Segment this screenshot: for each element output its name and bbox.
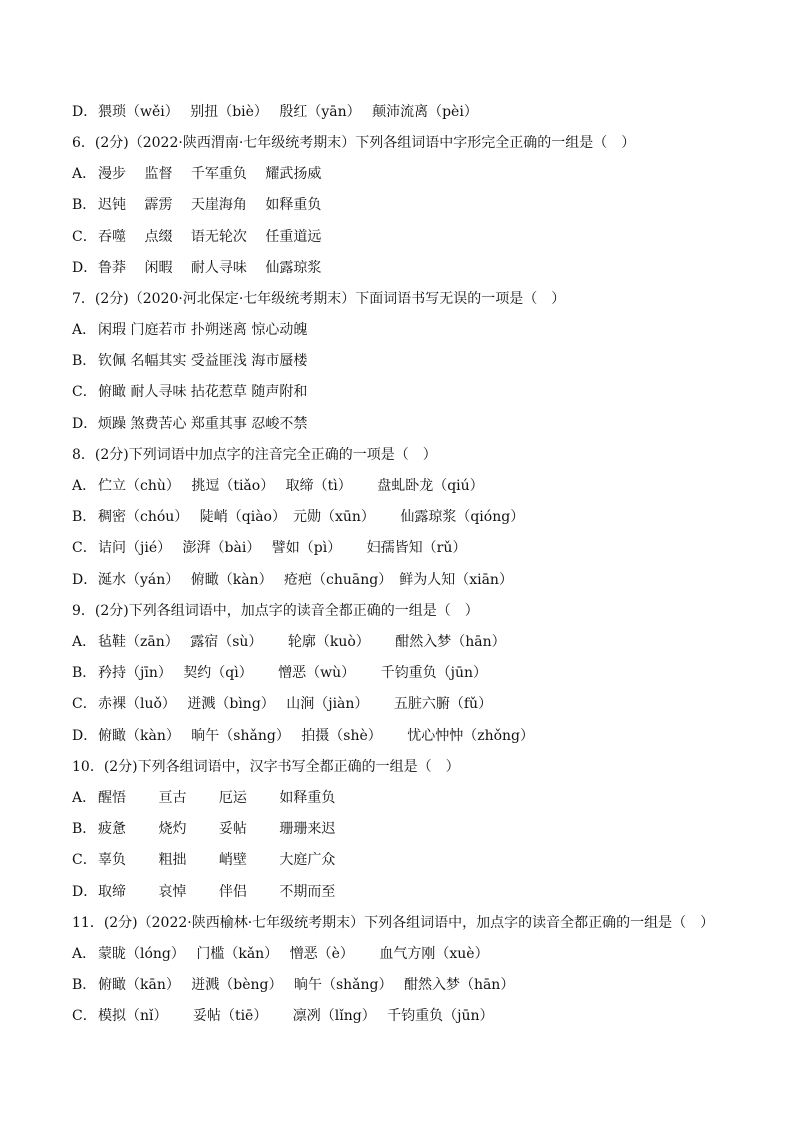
option-row: [72, 320, 307, 340]
option-text: 俯瞰（kàn） 晌午（shǎng） 拍摄（shè） 忧心忡忡（zhǒng）: [98, 728, 535, 744]
option-letter: D．: [72, 260, 98, 276]
option-text: 闲瑕 门庭若市 扑朔迷离 惊心动魄: [98, 322, 308, 338]
question-stem: [72, 601, 479, 621]
option-text: 稠密（chóu） 陡峭（qiào） 元勋（xūn） 仙露琼浆（qióng）: [98, 509, 525, 525]
option-text: 鲁莽 闲暇 耐人寻味 仙露琼浆: [98, 260, 322, 276]
option-row: [72, 1006, 494, 1026]
option-text: 猥琐（wěi） 别扭（biè） 殷红（yān） 颠沛流离（pèi）: [98, 104, 478, 120]
option-row: [72, 351, 307, 371]
option-row: [72, 632, 506, 652]
question-stem: [72, 289, 565, 309]
option-text: 俯瞰 耐人寻味 拈花惹草 随声附和: [98, 384, 308, 400]
option-letter: B．: [72, 821, 97, 837]
option-text: 毡鞋（zān） 露宿（sù） 轮廓（kuò） 酣然入梦（hān）: [98, 634, 506, 650]
option-row: [72, 819, 335, 839]
option-row: [72, 382, 307, 402]
option-row: [72, 507, 524, 527]
option-row: [72, 570, 513, 590]
option-text: 模拟（nǐ） 妥帖（tiē） 凛冽（lǐng） 千钧重负（jūn）: [98, 1008, 494, 1024]
option-row: [72, 102, 478, 122]
option-text: 涎水（yán） 俯瞰（kàn） 疮疤（chuāng） 鲜为人知（xiān）: [98, 572, 513, 588]
option-letter: A．: [72, 322, 97, 338]
option-letter: C．: [72, 540, 97, 556]
option-letter: A．: [72, 790, 97, 806]
option-letter: A．: [72, 634, 97, 650]
option-text: 吞噬 点缀 语无轮次 任重道远: [98, 229, 322, 245]
option-letter: A．: [72, 166, 97, 182]
option-letter: C．: [72, 696, 97, 712]
option-text: 疲惫 烧灼 妥帖 珊珊来迟: [98, 821, 336, 837]
question-stem: [72, 913, 714, 933]
option-row: [72, 850, 335, 870]
question-stem: [72, 445, 437, 465]
option-row: [72, 227, 321, 247]
option-letter: C．: [72, 1008, 97, 1024]
option-text: 醒悟 亘古 厄运 如释重负: [98, 790, 336, 806]
option-text: 矜持（jīn） 契约（qì） 憎恶（wù） 千钧重负（jūn）: [98, 665, 487, 681]
option-row: [72, 164, 321, 184]
option-row: [72, 476, 484, 496]
option-row: [72, 726, 534, 746]
option-text: 蒙眬（lóng） 门槛（kǎn） 憎恶（è） 血气方刚（xuè）: [98, 946, 489, 962]
option-text: 漫步 监督 千军重负 耀武扬威: [98, 166, 322, 182]
question-text: 6．(2分)（2022·陕西渭南·七年级统考期末）下列各组词语中字形完全正确的一组是（ ）: [72, 135, 636, 151]
option-row: [72, 258, 321, 278]
option-row: [72, 944, 489, 964]
option-text: 诘问（jié） 澎湃（bài） 譬如（pì） 妇孺皆知（rǔ）: [98, 540, 467, 556]
option-text: 钦佩 名幅其实 受益匪浅 海市蜃楼: [98, 353, 308, 369]
option-row: [72, 882, 335, 902]
option-text: 烦躁 煞费苦心 郑重其事 忍峻不禁: [98, 416, 308, 432]
option-row: [72, 414, 307, 434]
option-letter: C．: [72, 384, 97, 400]
question-stem: [72, 133, 635, 153]
option-row: [72, 195, 321, 215]
option-letter: D．: [72, 104, 98, 120]
option-letter: B．: [72, 353, 97, 369]
question-text: 9．(2分)下列各组词语中，加点字的读音全都正确的一组是（ ）: [72, 603, 479, 619]
option-row: [72, 538, 466, 558]
option-row: [72, 788, 335, 808]
question-stem: [72, 757, 460, 777]
option-text: 赤裸（luǒ） 迸溅（bìng） 山涧（jiàn） 五脏六腑（fǔ）: [98, 696, 493, 712]
question-text: 8．(2分)下列词语中加点字的注音完全正确的一项是（ ）: [72, 447, 437, 463]
question-text: 11．(2分)（2022·陕西榆林·七年级统考期末）下列各组词语中，加点字的读音全都正确的一组是（ ）: [72, 915, 715, 931]
option-letter: C．: [72, 852, 97, 868]
option-letter: D．: [72, 572, 98, 588]
option-text: 迟钝 霹雳 天崖海角 如释重负: [98, 197, 322, 213]
option-letter: B．: [72, 197, 97, 213]
option-letter: A．: [72, 478, 97, 494]
option-row: [72, 975, 514, 995]
option-letter: D．: [72, 416, 98, 432]
question-text: 10．(2分)下列各组词语中，汉字书写全都正确的一组是（ ）: [72, 759, 460, 775]
option-letter: A．: [72, 946, 97, 962]
option-text: 伫立（chù） 挑逗（tiǎo） 取缔（tì） 盘虬卧龙（qiú）: [98, 478, 484, 494]
option-row: [72, 663, 487, 683]
option-text: 取缔 哀悼 伴侣 不期而至: [98, 884, 336, 900]
option-letter: D．: [72, 884, 98, 900]
option-letter: C．: [72, 229, 97, 245]
question-text: 7．(2分)（2020·河北保定·七年级统考期末）下面词语书写无误的一项是（ ）: [72, 291, 566, 307]
option-letter: B．: [72, 509, 97, 525]
option-letter: B．: [72, 977, 97, 993]
option-letter: B．: [72, 665, 97, 681]
option-text: 俯瞰（kān） 迸溅（bèng） 晌午（shǎng） 酣然入梦（hān）: [98, 977, 515, 993]
option-letter: D．: [72, 728, 98, 744]
option-text: 辜负 粗拙 峭壁 大庭广众: [98, 852, 336, 868]
option-row: [72, 694, 492, 714]
